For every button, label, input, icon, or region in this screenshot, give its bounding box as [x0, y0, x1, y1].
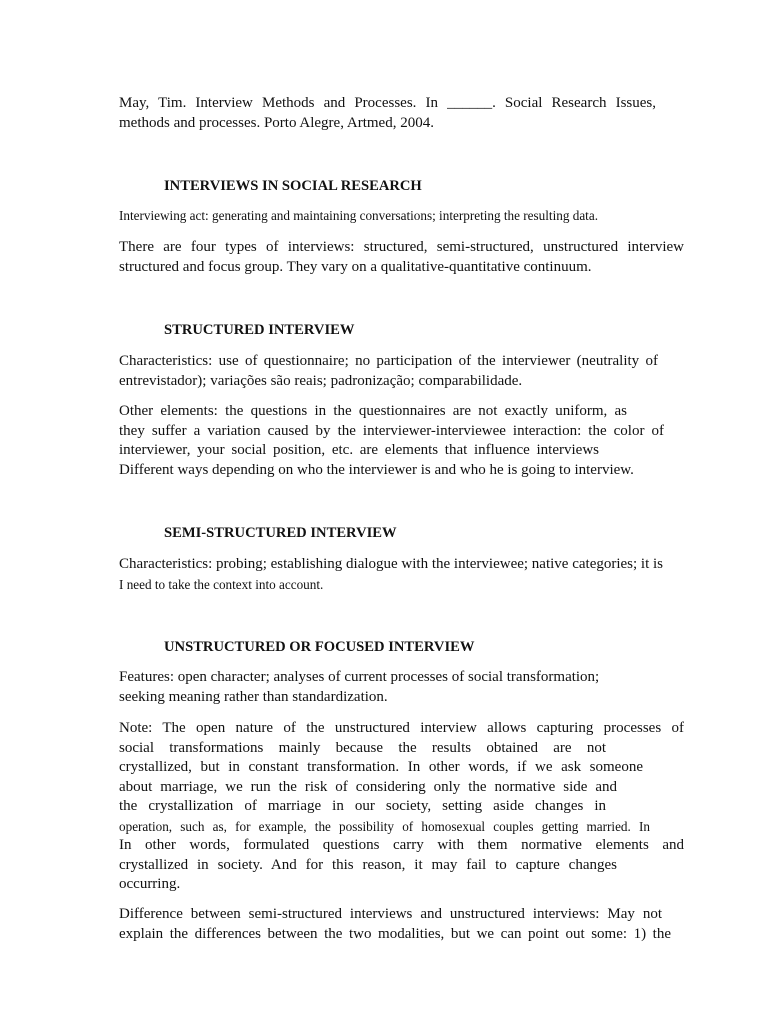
- text-line: structured and focus group. They vary on a qualitative-quantitative continuum.: [119, 258, 592, 275]
- paragraph: [119, 206, 684, 226]
- paragraph: [119, 238, 684, 277]
- text-line: Difference between semi-structured interviews and unstructured interviews: May not: [119, 906, 662, 922]
- paragraph: [119, 352, 684, 391]
- citation-line-1: May, Tim. Interview Methods and Processes. In ______. Social Research Issues,: [119, 95, 656, 111]
- text-line: the crystallization of marriage in our society, setting aside changes in: [119, 798, 606, 814]
- text-line: Interviewing act: generating and maintaining conversations; interpreting the resulting data.: [119, 208, 598, 223]
- section-heading-unstructured: UNSTRUCTURED OR FOCUSED INTERVIEW: [164, 639, 475, 655]
- text-line: occurring.: [119, 876, 181, 892]
- text-line: seeking meaning rather than standardization.: [119, 688, 388, 705]
- text-line: Note: The open nature of the unstructured interview allows capturing processes of: [119, 720, 684, 736]
- text-line: I need to take the context into account.: [119, 576, 324, 592]
- text-line: entrevistador); variações são reais; padronização; comparabilidade.: [119, 372, 523, 389]
- section-heading-structured: STRUCTURED INTERVIEW: [164, 322, 355, 338]
- text-line: interviewer, your social position, etc. are elements that influence interviews: [119, 442, 599, 458]
- paragraph: [119, 555, 684, 594]
- text-line: Different ways depending on who the interviewer is and who he is going to interview.: [119, 461, 634, 478]
- text-line: about marriage, we run the risk of considering only the normative side and: [119, 778, 617, 795]
- section-heading-semi-structured: SEMI-STRUCTURED INTERVIEW: [164, 525, 397, 541]
- text-line: social transformations mainly because the results obtained are not: [119, 739, 606, 756]
- section-heading-interviews: INTERVIEWS IN SOCIAL RESEARCH: [164, 178, 422, 194]
- text-line: crystallized in society. And for this reason, it may fail to capture changes: [119, 856, 617, 873]
- text-line: There are four types of interviews: structured, semi-structured, unstructured interview: [119, 239, 684, 255]
- text-line: Features: open character; analyses of current processes of social transformation;: [119, 669, 600, 685]
- text-line: operation, such as, for example, the possibility of homosexual couples getting married. In: [119, 818, 650, 834]
- text-line: explain the differences between the two modalities, but we can point out some: 1) the: [119, 925, 671, 942]
- citation: [119, 94, 684, 133]
- paragraph: [119, 905, 684, 944]
- text-line: Characteristics: probing; establishing dialogue with the interviewee; native categories; it is: [119, 556, 664, 572]
- text-line: Characteristics: use of questionnaire; no participation of the interviewer (neutrality of: [119, 353, 658, 369]
- paragraph: [119, 668, 684, 707]
- paragraph: [119, 719, 684, 895]
- citation-line-2: methods and processes. Porto Alegre, Artmed, 2004.: [119, 114, 434, 131]
- text-line: they suffer a variation caused by the interviewer-interviewee interaction: the color of: [119, 422, 664, 439]
- paragraph: [119, 402, 684, 480]
- text-line: In other words, formulated questions carry with them normative elements and: [119, 837, 684, 853]
- text-line: crystallized, but in constant transformation. In other words, if we ask someone: [119, 759, 643, 775]
- text-line: Other elements: the questions in the questionnaires are not exactly uniform, as: [119, 403, 627, 419]
